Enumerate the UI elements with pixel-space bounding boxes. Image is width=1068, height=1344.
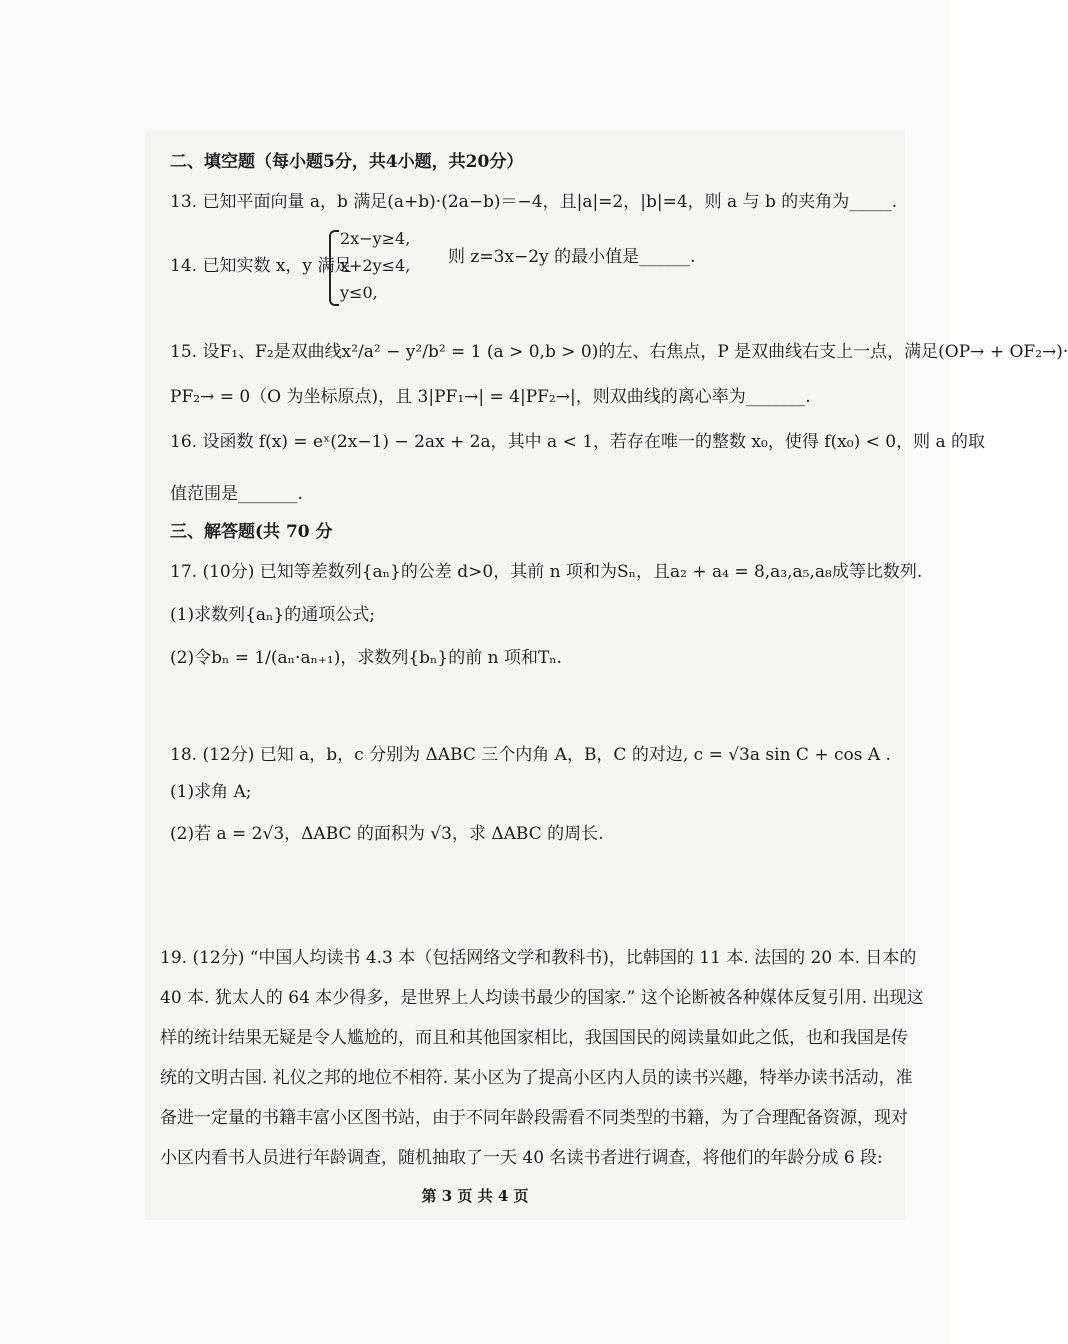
question-19-line1: 19. (12分) “中国人均读书 4.3 本（包括网络文学和教科书)，比韩国的 11 本. 法国的 20 本. 日本的	[160, 948, 917, 968]
question-19-line2: 40 本. 犹太人的 64 本少得多，是世界上人均读书最少的国家.” 这个论断被各种媒体反复引用. 出现这	[160, 988, 924, 1008]
question-14-prefix: 14. 已知实数 x，y 满足	[170, 256, 352, 276]
condition-2: x+2y≤4,	[340, 256, 411, 275]
question-17-part2: (2)令bₙ = 1/(aₙ·aₙ₊₁)，求数列{bₙ}的前 n 项和Tₙ.	[170, 648, 563, 668]
system-brace	[329, 230, 339, 306]
section2-heading: 二、填空题（每小题5分，共4小题，共20分）	[170, 152, 524, 172]
question-18-part2: (2)若 a = 2√3，ΔABC 的面积为 √3，求 ΔABC 的周长.	[170, 824, 604, 844]
question-19-line6: 小区内看书人员进行年龄调查，随机抽取了一天 40 名读书者进行调查，将他们的年龄分成 6 段:	[160, 1148, 883, 1168]
condition-1: 2x−y≥4,	[340, 229, 411, 248]
page-footer: 第 3 页 共 4 页	[421, 1187, 529, 1205]
question-15-line1: 15. 设F₁、F₂是双曲线x²/a² − y²/b² = 1 (a > 0,b > 0)的左、右焦点，P 是双曲线右支上一点，满足(OP→ + OF₂→)·	[170, 342, 1068, 362]
question-19-line4: 统的文明古国. 礼仪之邦的地位不相符. 某小区为了提高小区内人员的读书兴趣，特举办读书活动，准	[160, 1068, 913, 1088]
question-17-stem: 17. (10分) 已知等差数列{aₙ}的公差 d>0，其前 n 项和为Sₙ，且a₂ + a₄ = 8,a₃,a₅,a₈成等比数列.	[170, 562, 923, 582]
question-17-part1: (1)求数列{aₙ}的通项公式;	[170, 605, 375, 625]
condition-3: y≤0,	[340, 283, 378, 302]
question-19-line3: 样的统计结果无疑是令人尴尬的，而且和其他国家相比，我国国民的阅读量如此之低，也和我国是传	[160, 1028, 908, 1048]
question-18-part1: (1)求角 A;	[170, 782, 252, 802]
paper-sheet	[145, 130, 924, 1220]
section3-heading: 三、解答题(共 70 分	[170, 522, 333, 542]
question-15-line2: PF₂→ = 0（O 为坐标原点)，且 3|PF₁→| = 4|PF₂→|，则双曲线的离心率为_______.	[170, 387, 811, 407]
question-13: 13. 已知平面向量 a，b 满足(a+b)·(2a−b)＝−4，且|a|=2，|b|=4，则 a 与 b 的夹角为_____.	[170, 192, 898, 212]
question-16-line1: 16. 设函数 f(x) = eˣ(2x−1) − 2ax + 2a，其中 a < 1，若存在唯一的整数 x₀，使得 f(x₀) < 0，则 a 的取	[170, 432, 986, 452]
question-19-line5: 备进一定量的书籍丰富小区图书站，由于不同年龄段需看不同类型的书籍，为了合理配备资源，现对	[160, 1108, 908, 1128]
question-16-line2: 值范围是_______.	[170, 484, 303, 504]
question-18-stem: 18. (12分) 已知 a，b，c 分别为 ΔABC 三个内角 A，B，C 的对边, c = √3a sin C + cos A .	[170, 745, 891, 765]
question-14-suffix: 则 z=3x−2y 的最小值是______.	[448, 247, 696, 267]
